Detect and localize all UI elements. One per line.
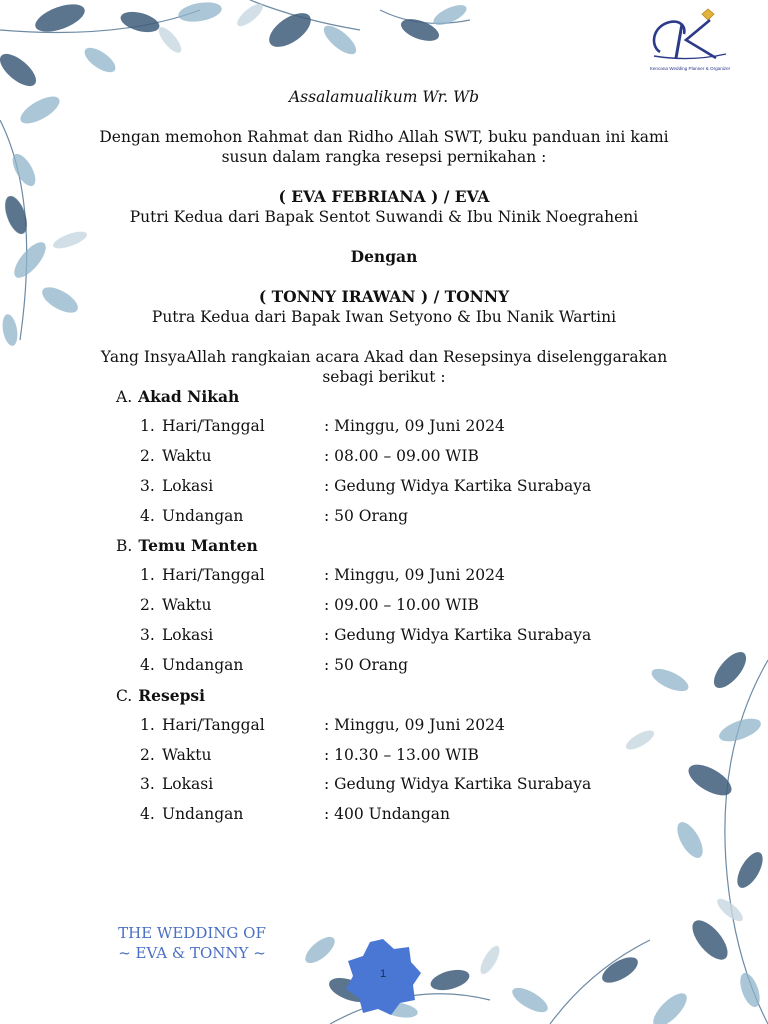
groom-parents: Putra Kedua dari Bapak Iwan Setyono & Ibu Nanik Wartini	[151, 308, 617, 326]
section-b-heading	[116, 536, 258, 555]
schedule-intro-line-1: Yang InsyaAllah rangkaian acara Akad dan Resepsinya diselenggarakan	[100, 348, 668, 366]
bride-name: ( EVA FEBRIANA ) / EVA	[278, 187, 490, 206]
row-label: Hari/Tanggal	[162, 566, 265, 584]
row-label: Undangan	[162, 507, 244, 525]
schedule-row	[140, 716, 660, 736]
row-label: Lokasi	[162, 477, 214, 495]
footer-couple: ~ EVA & TONNY ~	[118, 944, 266, 962]
row-value: : 50 Orang	[324, 507, 409, 525]
row-value: : Gedung Widya Kartika Surabaya	[324, 626, 592, 644]
schedule-intro-line-2: sebagi berikut :	[322, 368, 446, 386]
row-label: Lokasi	[162, 626, 214, 644]
section-letter: C.	[116, 687, 133, 705]
logo-monogram-icon	[640, 6, 740, 64]
footer-title: THE WEDDING OF	[118, 924, 266, 942]
row-value: : Gedung Widya Kartika Surabaya	[324, 477, 592, 495]
bride-parents: Putri Kedua dari Bapak Sentot Suwandi & Ibu Ninik Noegraheni	[129, 208, 639, 226]
section-a-heading	[116, 387, 239, 406]
row-value: : Gedung Widya Kartika Surabaya	[324, 775, 592, 793]
section-letter: B.	[116, 537, 133, 555]
section-title: Resepsi	[138, 686, 206, 705]
row-label: Lokasi	[162, 775, 214, 793]
schedule-row	[140, 596, 660, 616]
intro-line-1: Dengan memohon Rahmat dan Ridho Allah SWT, buku panduan ini kami	[99, 128, 669, 146]
intro-line-2: susun dalam rangka resepsi pernikahan :	[221, 148, 547, 166]
schedule-row	[140, 775, 660, 795]
schedule-row	[140, 805, 660, 825]
section-letter: A.	[116, 388, 133, 406]
row-label: Waktu	[162, 746, 212, 764]
row-value: : Minggu, 09 Juni 2024	[324, 566, 505, 584]
section-title: Temu Manten	[138, 536, 258, 555]
schedule-row	[140, 626, 660, 646]
row-value: : 50 Orang	[324, 656, 409, 674]
schedule-row	[140, 656, 660, 676]
greeting: Assalamualikum Wr. Wb	[288, 88, 480, 106]
section-c-heading	[116, 686, 205, 705]
row-label: Undangan	[162, 656, 244, 674]
row-number: 4.	[140, 805, 155, 823]
row-label: Undangan	[162, 805, 244, 823]
row-number: 3.	[140, 626, 155, 644]
section-title: Akad Nikah	[138, 387, 240, 406]
row-number: 2.	[140, 447, 155, 465]
row-value: : 09.00 – 10.00 WIB	[324, 596, 479, 614]
row-number: 4.	[140, 507, 155, 525]
row-label: Waktu	[162, 447, 212, 465]
row-value: : Minggu, 09 Juni 2024	[324, 417, 505, 435]
row-label: Hari/Tanggal	[162, 716, 265, 734]
schedule-row	[140, 447, 660, 467]
row-value: : 400 Undangan	[324, 805, 450, 823]
page-number: 1	[379, 968, 387, 980]
row-value: : Minggu, 09 Juni 2024	[324, 716, 505, 734]
row-number: 4.	[140, 656, 155, 674]
row-value: : 08.00 – 09.00 WIB	[324, 447, 479, 465]
groom-name: ( TONNY IRAWAN ) / TONNY	[258, 287, 510, 306]
row-value: : 10.30 – 13.00 WIB	[324, 746, 479, 764]
schedule-row	[140, 417, 660, 437]
row-number: 1.	[140, 716, 155, 734]
brand-logo	[640, 6, 740, 72]
row-number: 1.	[140, 417, 155, 435]
row-number: 1.	[140, 566, 155, 584]
row-number: 3.	[140, 775, 155, 793]
logo-tagline: Kencana Wedding Planner & Organizer	[649, 66, 731, 71]
schedule-row	[140, 507, 660, 527]
row-number: 2.	[140, 596, 155, 614]
row-number: 2.	[140, 746, 155, 764]
row-number: 3.	[140, 477, 155, 495]
schedule-row	[140, 477, 660, 497]
connector-text: Dengan	[350, 247, 418, 266]
row-label: Waktu	[162, 596, 212, 614]
schedule-row	[140, 746, 660, 766]
schedule-row	[140, 566, 660, 586]
row-label: Hari/Tanggal	[162, 417, 265, 435]
